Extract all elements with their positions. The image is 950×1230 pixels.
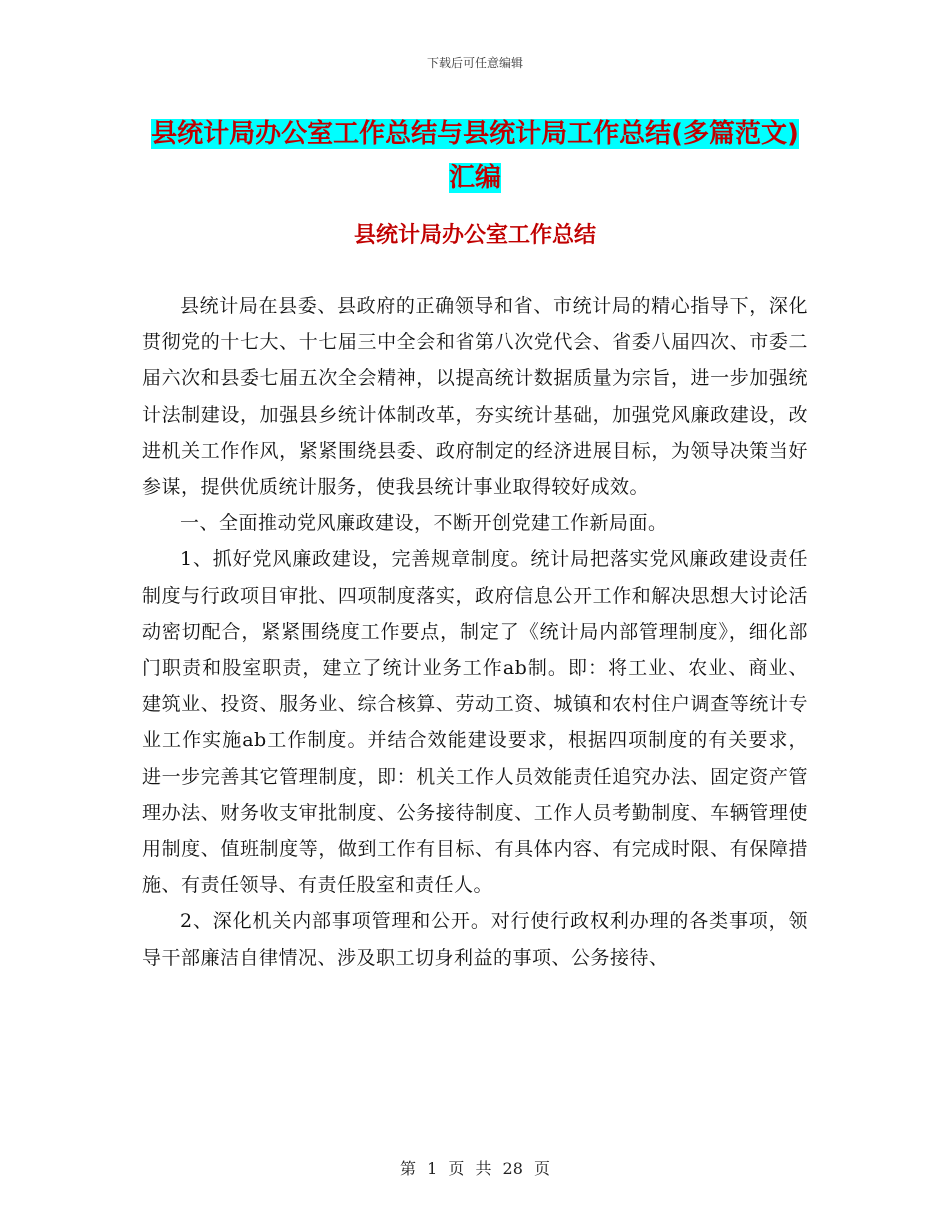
paragraph: 1、抓好党风廉政建设，完善规章制度。统计局把落实党风廉政建设责任制度与行政项目审批、四项制度落实，政府信息公开工作和解决思想大讨论活动密切配合，紧紧围绕度工作要点，制定了《统计局内部管理制度》，细化部门职责和股室职责，建立了统计业务工作ab制。即：将工业、农业、商业、建筑业、投资、服务业、综合核算、劳动工资、城镇和农村住户调查等统计专业工作实施ab工作制度。并结合效能建设要求，根据四项制度的有关要求，进一步完善其它管理制度，即：机关工作人员效能责任追究办法、固定资产管理办法、财务收支审批制度、公务接待制度、工作人员考勤制度、车辆管理使用制度、值班制度等，做到工作有目标、有具体内容、有完成时限、有保障措施、有责任领导、有责任股室和责任人。: [142, 548, 808, 897]
page-header-note: 下载后可任意编辑: [426, 56, 523, 70]
paragraph: 一、全面推动党风廉政建设，不断开创党建工作新局面。: [180, 512, 668, 535]
section-title: 县统计局办公室工作总结: [353, 223, 596, 248]
document-title: [140, 112, 810, 200]
document-title-text: 县统计局办公室工作总结与县统计局工作总结(多篇范文)汇编: [151, 119, 799, 193]
paragraph: 县统计局在县委、县政府的正确领导和省、市统计局的精心指导下，深化贯彻党的十七大、十七届三中全会和省第八次党代会、省委八届四次、市委二届六次和县委七届五次全会精神，以提高统计数据质量为宗旨，进一步加强统计法制建设，加强县乡统计体制改革，夯实统计基础，加强党风廉政建设，改进机关工作作风，紧紧围绕县委、政府制定的经济进展目标，为领导决策当好参谋，提供优质统计服务，使我县统计事业取得较好成效。: [142, 295, 808, 499]
page-footer-number: 第 1 页 共 28 页: [400, 1159, 550, 1178]
body-text: [142, 288, 808, 976]
paragraph: 2、深化机关内部事项管理和公开。对行使行政权利办理的各类事项，领导干部廉洁自律情况、涉及职工切身利益的事项、公务接待、: [142, 910, 808, 969]
